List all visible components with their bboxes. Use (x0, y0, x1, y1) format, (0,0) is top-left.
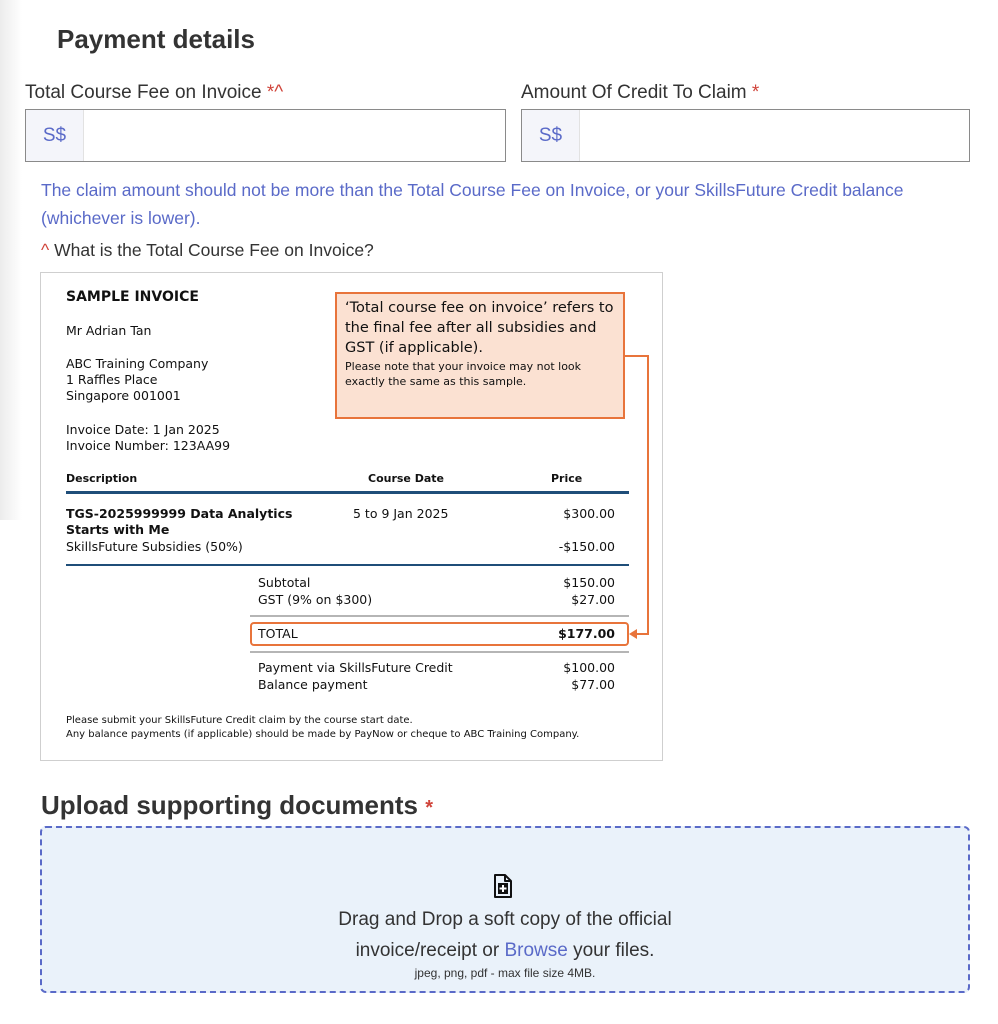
file-type-hint: jpeg, png, pdf - max file size 4MB. (414, 966, 596, 980)
credit-field-label (521, 82, 759, 104)
invoice-header-description: Description (66, 472, 138, 485)
invoice-balance-label: Balance payment (258, 677, 368, 692)
section-title-payment-details: Payment details (57, 24, 255, 54)
invoice-subtotal-rule (250, 615, 629, 617)
invoice-gst-label: GST (9% on $300) (258, 592, 373, 607)
invoice-course-date: 5 to 9 Jan 2025 (353, 506, 449, 521)
invoice-subtotal-label: Subtotal (258, 575, 311, 590)
dropzone-instructions (42, 904, 968, 966)
invoice-subtotal-value: $150.00 (563, 575, 615, 590)
invoice-subsidy-label: SkillsFuture Subsidies (50%) (66, 539, 243, 554)
left-edge-shadow (0, 0, 22, 520)
invoice-footnote: Please submit your SkillsFuture Credit claim by the course start date. (66, 715, 413, 726)
invoice-items-rule (66, 564, 629, 566)
claim-amount-hint: The claim amount should not be more than the Total Course Fee on Invoice, or your SkillsFuture Credit balance (whichever is lower). (41, 180, 904, 228)
invoice-sfc-value: $100.00 (563, 660, 615, 675)
dropzone-line2-suffix: your files. (567, 940, 655, 961)
fee-question (41, 240, 374, 261)
invoice-footnote: Any balance payments (if applicable) should be made by PayNow or cheque to ABC Training Company. (66, 729, 580, 740)
invoice-callout (335, 292, 625, 419)
invoice-title: SAMPLE INVOICE (66, 289, 199, 305)
fee-label-text: Total Course Fee on Invoice (25, 82, 262, 103)
browse-link[interactable]: Browse (504, 940, 568, 961)
fee-field-label (25, 82, 283, 104)
invoice-address-line: ABC Training Company (66, 356, 209, 371)
callout-connector (647, 355, 649, 635)
invoice-header-price: Price (551, 472, 583, 485)
invoice-subsidy-price: -$150.00 (558, 539, 615, 554)
total-course-fee-input[interactable] (84, 110, 505, 161)
invoice-total-label: TOTAL (258, 626, 298, 641)
dropzone-line1: Drag and Drop a soft copy of the official (338, 909, 672, 930)
invoice-address-line: Singapore 001001 (66, 388, 181, 403)
question-text: What is the Total Course Fee on Invoice? (49, 240, 374, 260)
upload-title-text: Upload supporting documents (41, 790, 418, 820)
sample-invoice-image (40, 272, 663, 761)
invoice-address-line: 1 Raffles Place (66, 372, 158, 387)
callout-main-text: ‘Total course fee on invoice’ refers to the final fee after all subsidies and GST (if applicable). (345, 300, 614, 356)
credit-claim-input[interactable] (580, 110, 969, 161)
dropzone-line2-prefix: invoice/receipt or (355, 940, 505, 961)
arrow-head-icon (629, 629, 637, 639)
currency-prefix: S$ (522, 110, 580, 161)
caret-marker: ^ (41, 240, 50, 260)
invoice-total-rule (250, 651, 629, 653)
fee-required-marker: *^ (266, 82, 284, 103)
invoice-course-price: $300.00 (563, 506, 615, 521)
currency-prefix: S$ (26, 110, 84, 161)
invoice-balance-value: $77.00 (571, 677, 615, 692)
dropzone-line2 (42, 935, 968, 966)
invoice-date: Invoice Date: 1 Jan 2025 (66, 422, 220, 437)
invoice-course-title: Starts with Me (66, 522, 170, 537)
callout-connector (635, 633, 649, 635)
upload-required-marker: * (425, 797, 434, 819)
invoice-sfc-label: Payment via SkillsFuture Credit (258, 660, 453, 675)
callout-note-text: Please note that your invoice may not look exactly the same as this sample. (345, 360, 582, 388)
upload-section-title (41, 790, 433, 821)
invoice-course-title: TGS-2025999999 Data Analytics (66, 506, 293, 521)
invoice-gst-value: $27.00 (571, 592, 615, 607)
credit-required-marker: * (751, 82, 760, 103)
invoice-total-value: $177.00 (558, 626, 615, 641)
invoice-number: Invoice Number: 123AA99 (66, 438, 231, 453)
credit-label-text: Amount Of Credit To Claim (521, 82, 747, 103)
invoice-header-course-date: Course Date (368, 472, 444, 485)
file-dropzone[interactable] (40, 826, 970, 993)
invoice-customer-name: Mr Adrian Tan (66, 323, 152, 338)
invoice-header-rule (66, 491, 629, 494)
credit-claim-field (521, 109, 970, 162)
callout-connector (625, 355, 649, 357)
file-plus-icon (493, 874, 513, 898)
total-course-fee-field (25, 109, 506, 162)
